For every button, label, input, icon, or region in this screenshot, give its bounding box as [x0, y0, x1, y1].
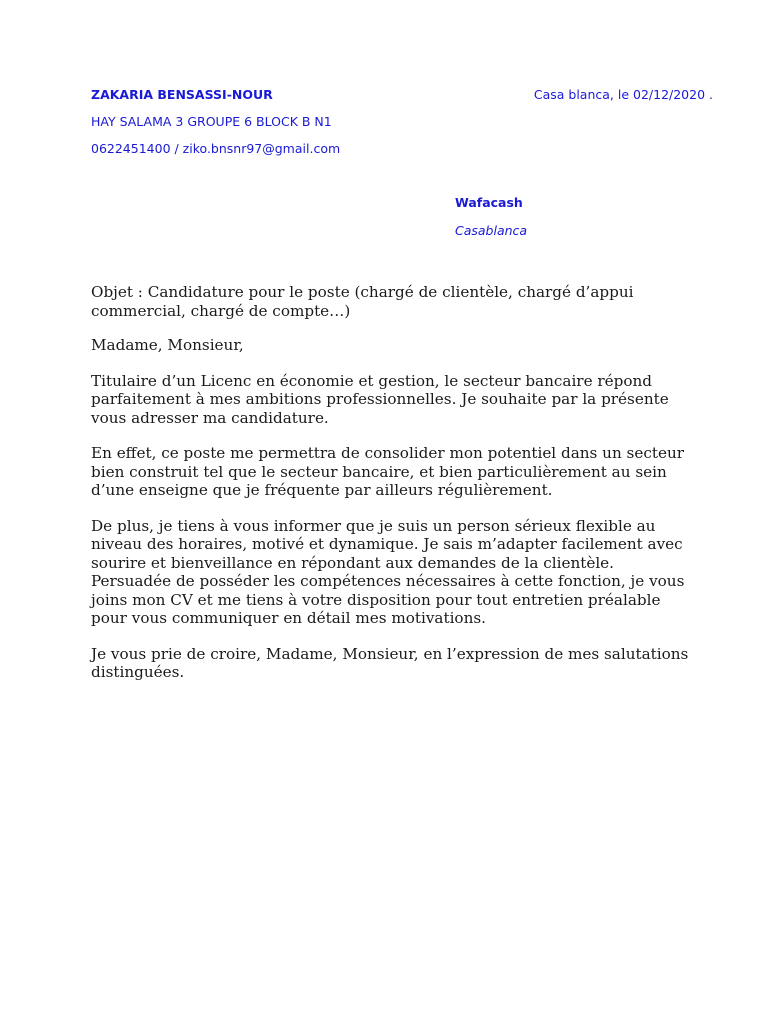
- sender-name: ZAKARIA BENSASSI-NOUR: [91, 87, 273, 102]
- letter-paragraph: De plus, je tiens à vous informer que je suis un person sérieux flexible au niveau des horaires, motivé et dynamique. Je sais m’adapter facilement avec sourire et bienveillance en répondant aux demandes de la clientèle. Persuadée de posséder les compétences nécessaires à cette fonction, je vous joins mon CV et me tiens à votre disposition pour tout entretien préalable pour vous communiquer en détail mes motivations.: [91, 516, 685, 627]
- letter-body: [91, 283, 691, 699]
- date-line: Casa blanca, le 02/12/2020 .: [533, 87, 713, 102]
- letter-paragraph: En effet, ce poste me permettra de consolider mon potentiel dans un secteur bien construit tel que le secteur bancaire, et bien particulièrement au sein d’une enseigne que je fréquente par ailleurs régulièrement.: [91, 444, 684, 499]
- recipient-block: [455, 194, 527, 240]
- recipient-company: Wafacash: [455, 195, 523, 210]
- sender-address: HAY SALAMA 3 GROUPE 6 BLOCK B N1: [91, 114, 332, 129]
- sender-contact: 0622451400 / ziko.bnsnr97@gmail.com: [91, 141, 341, 156]
- letter-subject: Objet : Candidature pour le poste (chargé de clientèle, chargé d’appui commercial, chargé de compte…): [91, 283, 634, 320]
- recipient-city: Casablanca: [455, 223, 528, 238]
- letter-salutation: Madame, Monsieur,: [91, 336, 244, 354]
- letter-closing: Je vous prie de croire, Madame, Monsieur, en l’expression de mes salutations distinguées.: [91, 644, 689, 681]
- letter-paragraph: Titulaire d’un Licenc en économie et gestion, le secteur bancaire répond parfaitement à mes ambitions professionnelles. Je souhaite par la présente vous adresser ma candidature.: [91, 371, 669, 427]
- sender-block: [91, 86, 340, 167]
